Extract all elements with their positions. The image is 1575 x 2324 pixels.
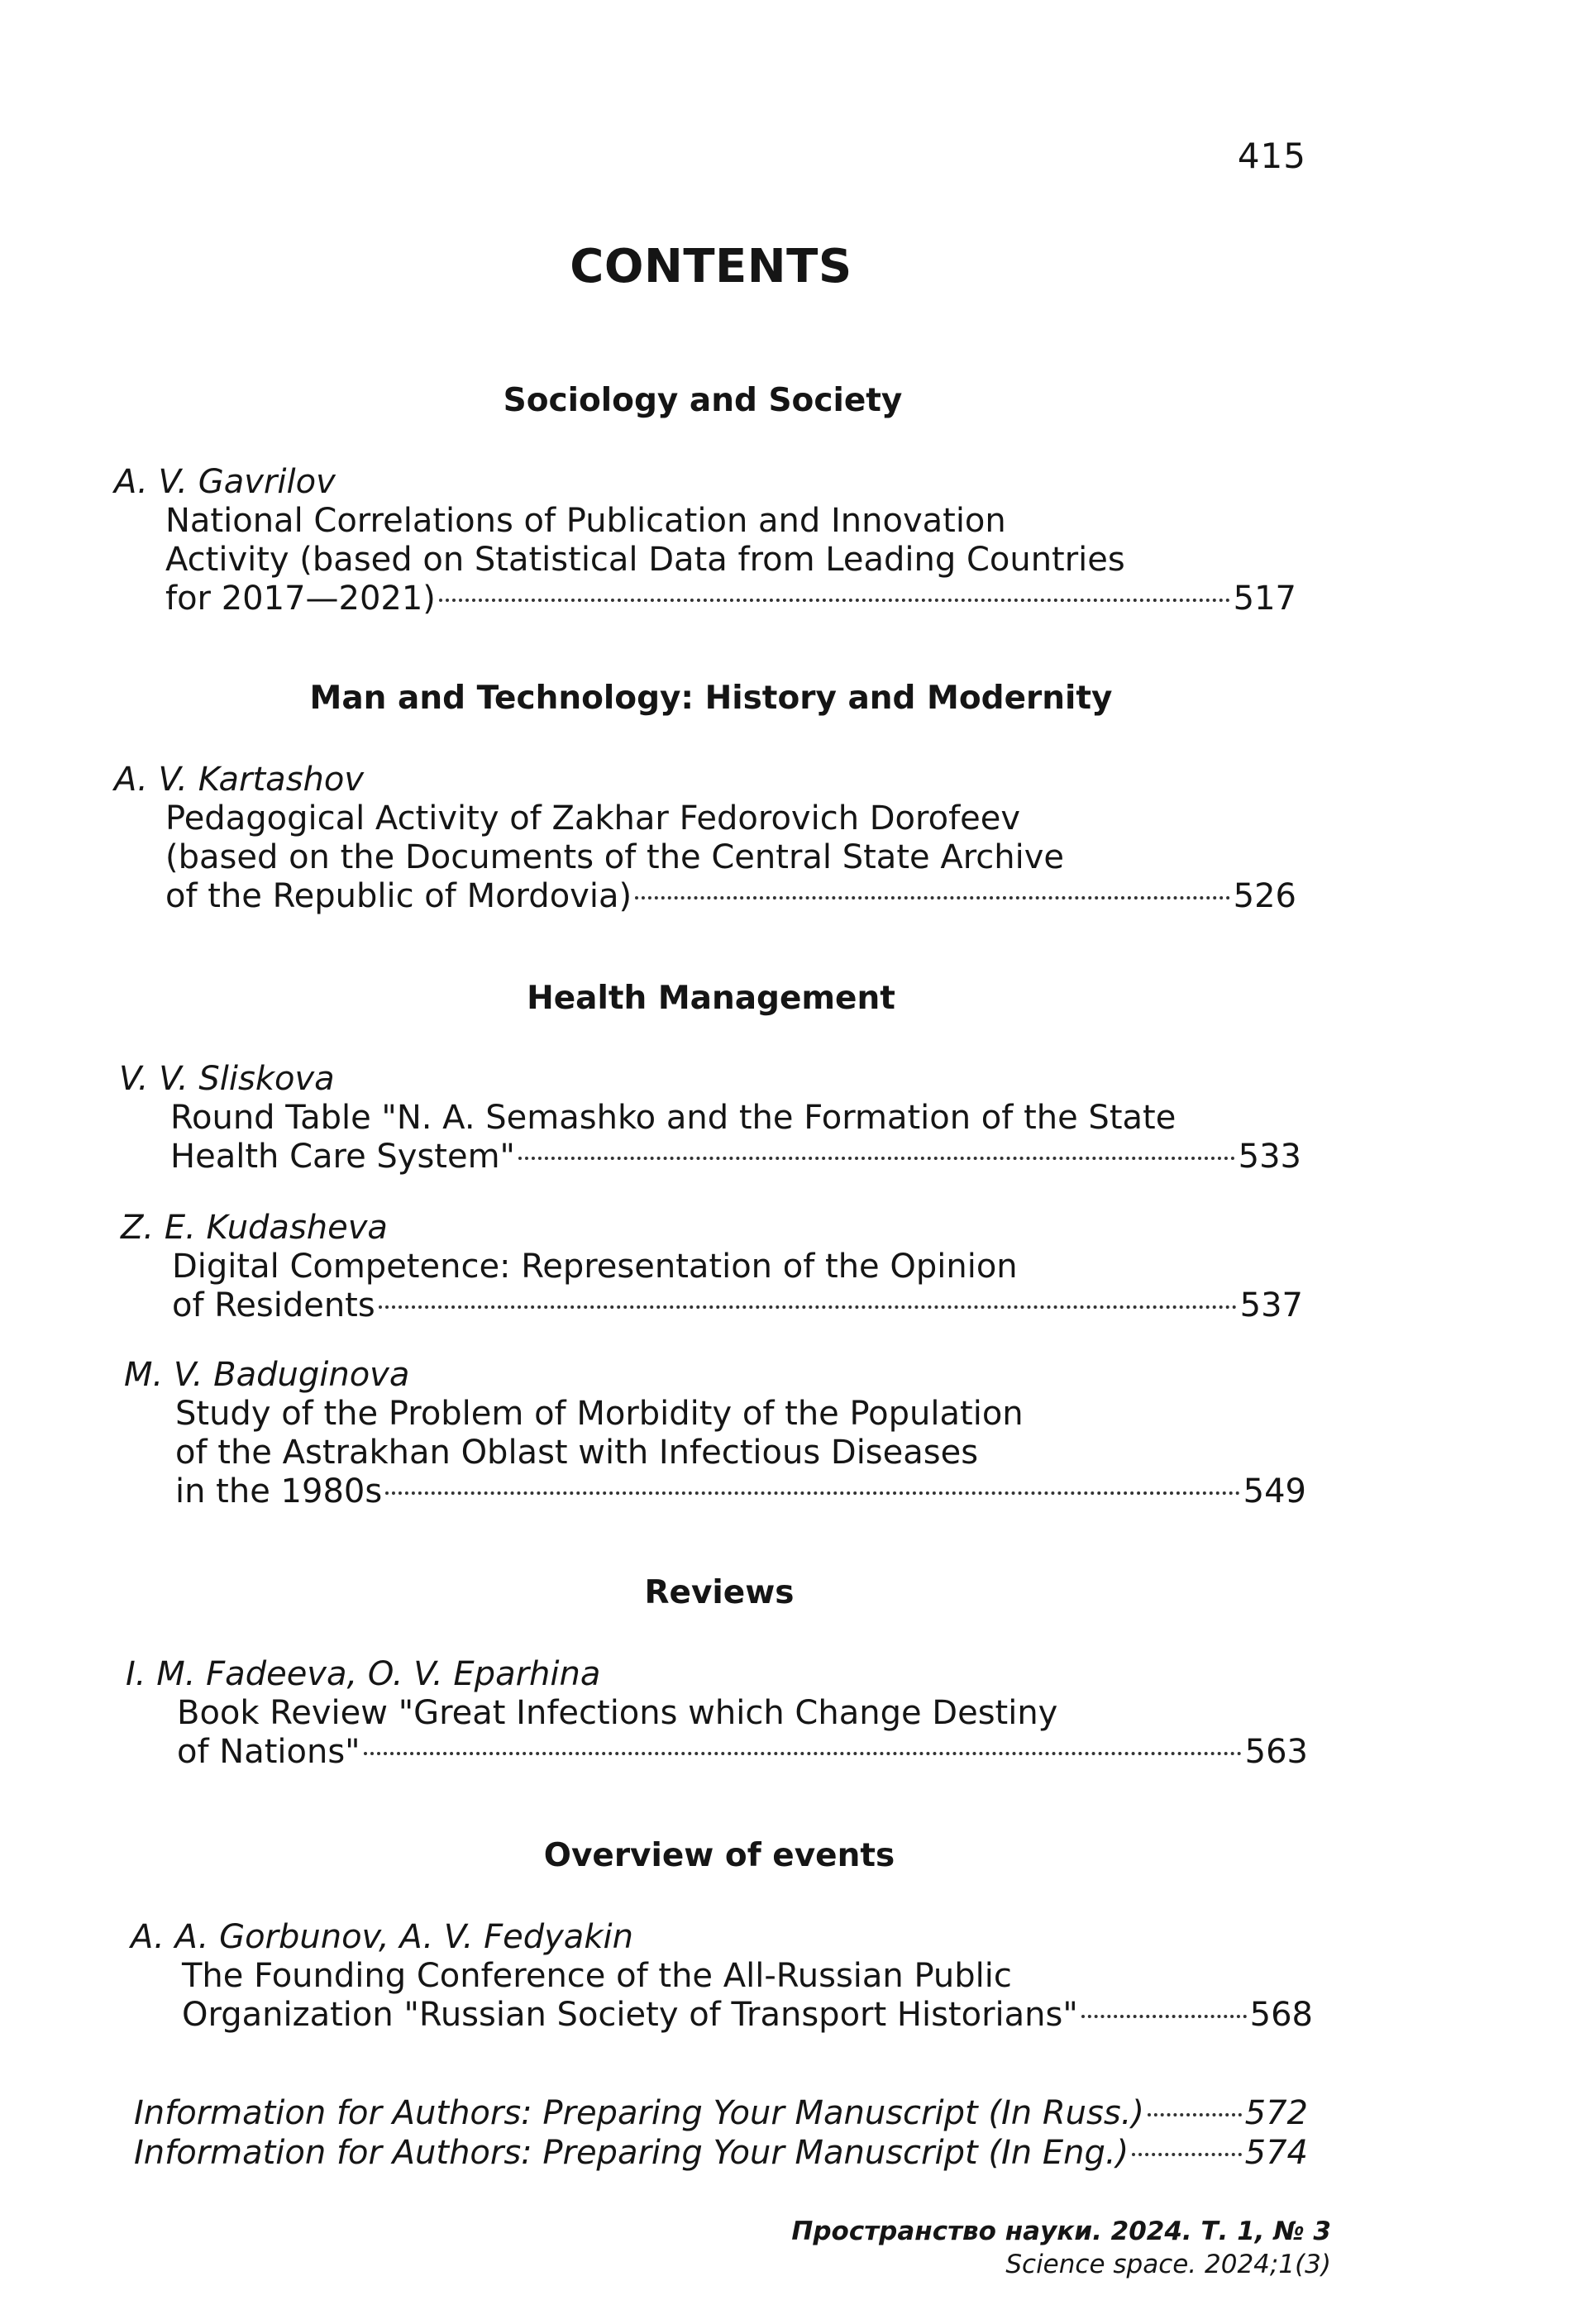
entry-last-line [131,1996,1313,2035]
entry-last-line [124,1472,1306,1511]
entry-last-line [114,877,1296,916]
entry-title-line: (based on the Documents of the Central State Archive [165,838,1064,876]
entry-author: A. V. Kartashov [114,761,365,799]
toc-entry-baduginova [124,1356,1306,1511]
info-for-authors-block [134,2093,1308,2173]
section-heading-health-management: Health Management [527,980,895,1017]
info-entry-text: Information for Authors: Preparing Your Manuscript (In Russ.) [134,2094,1145,2132]
dot-leader [1081,2015,1247,2018]
entry-title-line: Activity (based on Statistical Data from Leading Countries [165,541,1125,579]
entry-last-line [114,580,1296,618]
dot-leader [518,1157,1235,1160]
section-heading-reviews: Reviews [644,1574,795,1611]
section-heading-man-and-technology: Man and Technology: History and Modernity [309,680,1113,717]
section-heading-overview-of-events: Overview of events [543,1837,895,1874]
entry-author: I. M. Fadeeva, O. V. Eparhina [126,1655,601,1693]
entry-title-line: of the Astrakhan Oblast with Infectious Diseases [175,1434,979,1472]
entry-page-number: 568 [1249,1996,1313,2034]
footer-journal-english: Science space. 2024;1(3) [1005,2250,1331,2279]
toc-entry-kartashov [114,761,1296,916]
dot-leader [1132,2153,1241,2156]
entry-page-number: 537 [1239,1286,1303,1324]
info-entry-text: Information for Authors: Preparing Your Manuscript (In Eng.) [134,2134,1129,2172]
entry-title-line: Book Review "Great Infections which Change Destiny [177,1694,1058,1732]
entry-author: V. V. Sliskova [119,1060,335,1098]
entry-title-end: for 2017—2021) [165,580,436,618]
entry-page-number: 526 [1233,877,1296,915]
entry-last-line [121,1286,1303,1325]
info-entry-page-number: 572 [1244,2094,1308,2132]
section-heading-sociology: Sociology and Society [503,382,903,419]
dot-leader [379,1305,1237,1309]
entry-title-line: Study of the Problem of Morbidity of the Population [175,1395,1024,1433]
entry-page-number: 517 [1233,580,1296,618]
entry-title-end: Organization "Russian Society of Transport Historians" [182,1996,1078,2034]
entry-title-line: Round Table "N. A. Semashko and the Formation of the State [170,1099,1176,1137]
dot-leader [635,896,1230,900]
dot-leader [439,599,1230,602]
entry-last-line [119,1138,1301,1176]
entry-title-end: of Residents [172,1286,375,1324]
entry-author: M. V. Baduginova [124,1356,410,1394]
page-number: 415 [1237,136,1306,176]
dot-leader [364,1752,1242,1755]
footer-journal-russian: Пространство науки. 2024. Т. 1, № 3 [791,2217,1331,2246]
entry-author: A. V. Gavrilov [114,463,336,501]
toc-entry-kudasheva [121,1209,1303,1325]
entry-page-number: 549 [1243,1472,1306,1510]
entry-page-number: 533 [1238,1138,1301,1176]
toc-entry-sliskova [119,1060,1301,1176]
info-entry-page-number: 574 [1244,2134,1308,2172]
entry-title-end: of the Republic of Mordovia) [165,877,632,915]
entry-page-number: 563 [1244,1733,1308,1771]
entry-title-line: National Correlations of Publication and Innovation [165,502,1006,540]
entry-author: Z. E. Kudasheva [121,1209,388,1247]
entry-title-end: of Nations" [177,1733,360,1771]
entry-title-line: Digital Competence: Representation of the Opinion [172,1248,1018,1286]
dot-leader [1148,2113,1242,2116]
toc-entry-fadeeva-eparhina [126,1655,1308,1772]
contents-title: CONTENTS [570,240,852,293]
entry-title-line: Pedagogical Activity of Zakhar Fedorovich Dorofeev [165,799,1021,837]
entry-last-line [126,1733,1308,1772]
entry-author: A. A. Gorbunov, A. V. Fedyakin [131,1918,633,1956]
dot-leader [385,1491,1239,1495]
toc-entry-gavrilov [114,463,1296,618]
info-entry-russ [134,2093,1308,2133]
toc-entry-gorbunov-fedyakin [131,1918,1313,2035]
entry-title-end: Health Care System" [170,1138,515,1176]
entry-title-line: The Founding Conference of the All-Russian Public [182,1957,1012,1995]
info-entry-eng [134,2133,1308,2173]
entry-title-end: in the 1980s [175,1472,383,1510]
